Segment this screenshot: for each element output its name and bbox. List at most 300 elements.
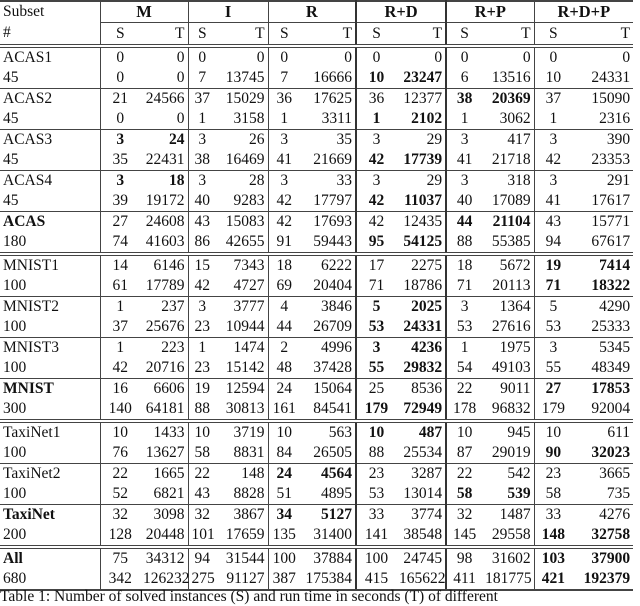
solved-cell: 16 xyxy=(100,379,140,400)
table-row xyxy=(0,130,633,151)
time-cell: 126232 xyxy=(140,569,188,590)
time-cell: 17089 xyxy=(482,191,534,212)
time-cell: 175384 xyxy=(300,569,356,590)
solved-cell: 1 xyxy=(446,338,482,359)
time-cell: 3158 xyxy=(216,109,268,130)
solved-cell: 23 xyxy=(534,464,572,485)
solved-cell: 148 xyxy=(541,526,565,543)
solved-cell: 33 xyxy=(356,505,396,526)
time-cell: 3287 xyxy=(396,464,446,485)
row-label: 45 xyxy=(0,68,100,89)
solved-cell: 24 xyxy=(268,379,300,400)
solved-cell: 87 xyxy=(456,444,473,461)
solved-cell: 0 xyxy=(268,46,300,68)
time-cell: 417 xyxy=(482,130,534,151)
solved-cell: 10 xyxy=(368,69,385,86)
table-row xyxy=(0,547,633,569)
solved-cell: 42 xyxy=(268,212,300,233)
time-cell: 9283 xyxy=(216,191,268,212)
solved-cell: 3 xyxy=(446,171,482,192)
solved-cell: 37 xyxy=(112,318,128,335)
solved-cell: 3 xyxy=(446,130,482,151)
time-cell: 41603 xyxy=(140,232,188,254)
time-cell: 29832 xyxy=(396,358,446,379)
solved-cell: 179 xyxy=(364,400,389,417)
time-cell: 26709 xyxy=(300,317,356,338)
row-label: 45 xyxy=(0,191,100,212)
solved-cell: 1 xyxy=(100,338,140,359)
time-cell: 487 xyxy=(396,421,446,443)
time-cell: 0 xyxy=(140,46,188,68)
time-cell: 30813 xyxy=(216,399,268,421)
solved-cell: 42 xyxy=(356,212,396,233)
table-row xyxy=(0,191,633,212)
row-label: ACAS3 xyxy=(0,130,100,151)
solved-cell: 36 xyxy=(356,89,396,110)
time-cell: 0 xyxy=(216,46,268,68)
solved-cell: 275 xyxy=(188,569,216,590)
solved-cell: 86 xyxy=(194,233,211,250)
time-cell: 17797 xyxy=(300,191,356,212)
time-cell: 27616 xyxy=(482,317,534,338)
row-label: MNIST xyxy=(0,379,100,400)
solved-cell: 71 xyxy=(456,277,473,294)
table-caption: Table 1: Number of solved instances (S) and run time in seconds (T) of different xyxy=(0,588,498,605)
count-header: # xyxy=(0,23,100,47)
table-row xyxy=(0,358,633,379)
solved-cell: 53 xyxy=(456,318,473,335)
time-cell: 0 xyxy=(396,46,446,68)
time-cell: 25333 xyxy=(591,318,631,335)
time-cell: 17617 xyxy=(591,192,631,209)
time-cell: 4895 xyxy=(300,484,356,505)
solved-cell: 36 xyxy=(268,89,300,110)
subheader-s: S xyxy=(460,24,469,42)
solved-cell: 0 xyxy=(446,46,482,68)
time-cell: 18322 xyxy=(591,277,631,294)
solved-cell: 75 xyxy=(100,547,140,569)
solved-cell: 3 xyxy=(356,130,396,151)
solved-cell: 1 xyxy=(188,338,216,359)
table-row xyxy=(0,109,633,130)
solved-cell: 0 xyxy=(100,46,140,68)
solved-cell: 95 xyxy=(368,233,385,250)
time-cell: 0 xyxy=(300,46,356,68)
solved-cell: 23 xyxy=(194,318,211,335)
solved-cell: 18 xyxy=(446,254,482,276)
solved-cell: 0 xyxy=(534,46,572,68)
group-header-r: R xyxy=(268,1,356,23)
time-cell: 55385 xyxy=(482,232,534,254)
time-cell: 24 xyxy=(140,130,188,151)
time-cell: 18 xyxy=(140,171,188,192)
time-cell: 13627 xyxy=(140,443,188,464)
solved-cell: 10 xyxy=(356,421,396,443)
time-cell: 5345 xyxy=(572,338,633,359)
table-row xyxy=(0,505,633,526)
row-label: 180 xyxy=(0,232,100,254)
solved-cell: 33 xyxy=(534,505,572,526)
solved-cell: 52 xyxy=(112,485,128,502)
subset-header: Subset xyxy=(0,1,100,23)
time-cell: 2102 xyxy=(396,109,446,130)
time-cell: 22431 xyxy=(140,150,188,171)
time-cell: 15029 xyxy=(216,89,268,110)
solved-cell: 88 xyxy=(368,444,385,461)
solved-cell: 0 xyxy=(188,46,216,68)
solved-cell: 1 xyxy=(372,110,381,127)
solved-cell: 38 xyxy=(194,151,211,168)
solved-cell: 10 xyxy=(545,69,562,86)
solved-cell: 10 xyxy=(534,421,572,443)
solved-cell: 100 xyxy=(356,547,396,569)
solved-cell: 10 xyxy=(100,421,140,443)
solved-cell: 37 xyxy=(188,89,216,110)
time-cell: 59443 xyxy=(300,232,356,254)
table-row xyxy=(0,254,633,276)
time-cell: 37900 xyxy=(572,547,633,569)
solved-cell: 0 xyxy=(116,110,125,127)
solved-cell: 48 xyxy=(276,359,293,376)
time-cell: 26 xyxy=(216,130,268,151)
time-cell: 32758 xyxy=(591,526,631,543)
subheader-s: S xyxy=(372,24,381,42)
time-cell: 4276 xyxy=(572,505,633,526)
time-cell: 0 xyxy=(482,46,534,68)
time-cell: 29019 xyxy=(482,443,534,464)
time-cell: 31602 xyxy=(482,547,534,569)
time-cell: 12435 xyxy=(396,212,446,233)
solved-cell: 10 xyxy=(268,421,300,443)
time-cell: 48349 xyxy=(591,359,631,376)
time-cell: 181775 xyxy=(482,569,534,590)
time-cell: 21718 xyxy=(482,150,534,171)
time-cell: 25676 xyxy=(140,317,188,338)
solved-cell: 1 xyxy=(549,110,558,127)
solved-cell: 1 xyxy=(280,110,289,127)
solved-cell: 42 xyxy=(276,192,293,209)
time-cell: 67617 xyxy=(591,233,631,250)
solved-cell: 54 xyxy=(456,359,473,376)
solved-cell: 55 xyxy=(368,359,385,376)
solved-cell: 421 xyxy=(534,569,572,590)
row-label: 45 xyxy=(0,109,100,130)
time-cell: 1364 xyxy=(482,297,534,318)
time-cell: 21669 xyxy=(300,150,356,171)
solved-cell: 32 xyxy=(446,505,482,526)
time-cell: 17789 xyxy=(140,276,188,297)
solved-cell: 178 xyxy=(452,400,477,417)
time-cell: 92004 xyxy=(591,400,631,417)
solved-cell: 55 xyxy=(545,359,562,376)
solved-cell: 61 xyxy=(112,277,128,294)
time-cell: 17739 xyxy=(396,150,446,171)
time-cell: 13014 xyxy=(396,484,446,505)
time-cell: 23353 xyxy=(591,151,631,168)
solved-cell: 43 xyxy=(188,212,216,233)
subheader-t: T xyxy=(620,24,631,42)
solved-cell: 35 xyxy=(112,151,128,168)
time-cell: 1665 xyxy=(140,464,188,485)
time-cell: 23247 xyxy=(396,68,446,89)
time-cell: 539 xyxy=(482,484,534,505)
solved-cell: 27 xyxy=(100,212,140,233)
time-cell: 3311 xyxy=(300,109,356,130)
solved-cell: 42 xyxy=(368,192,385,209)
row-label: MNIST2 xyxy=(0,297,100,318)
solved-cell: 3 xyxy=(188,171,216,192)
time-cell: 3774 xyxy=(396,505,446,526)
time-cell: 6222 xyxy=(300,254,356,276)
solved-cell: 69 xyxy=(276,277,293,294)
time-cell: 28 xyxy=(216,171,268,192)
solved-cell: 140 xyxy=(108,400,132,417)
solved-cell: 3 xyxy=(188,297,216,318)
time-cell: 4996 xyxy=(300,338,356,359)
row-label: MNIST1 xyxy=(0,254,100,276)
subheader-s: S xyxy=(197,24,207,42)
time-cell: 165622 xyxy=(396,569,446,590)
time-cell: 24608 xyxy=(140,212,188,233)
time-cell: 4727 xyxy=(216,276,268,297)
solved-cell: 41 xyxy=(456,151,473,168)
time-cell: 49103 xyxy=(482,358,534,379)
table-row xyxy=(0,464,633,485)
time-cell: 1433 xyxy=(140,421,188,443)
group-header-m: M xyxy=(100,1,188,23)
time-cell: 390 xyxy=(572,130,633,151)
solved-cell: 19 xyxy=(188,379,216,400)
solved-cell: 3 xyxy=(268,130,300,151)
time-cell: 6146 xyxy=(140,254,188,276)
solved-cell: 22 xyxy=(188,464,216,485)
time-cell: 32023 xyxy=(591,444,631,461)
row-label: ACAS4 xyxy=(0,171,100,192)
solved-cell: 98 xyxy=(446,547,482,569)
solved-cell: 51 xyxy=(276,485,293,502)
solved-cell: 41 xyxy=(276,151,293,168)
solved-cell: 415 xyxy=(356,569,396,590)
time-cell: 12377 xyxy=(396,89,446,110)
subheader-t: T xyxy=(140,23,188,47)
time-cell: 26505 xyxy=(300,443,356,464)
time-cell: 12594 xyxy=(216,379,268,400)
table-row xyxy=(0,338,633,359)
time-cell: 13516 xyxy=(482,68,534,89)
solved-cell: 3 xyxy=(268,171,300,192)
table-row xyxy=(0,89,633,110)
group-header-i: I xyxy=(188,1,268,23)
solved-cell: 34 xyxy=(268,505,300,526)
row-label: ACAS xyxy=(0,212,100,233)
table-row xyxy=(0,421,633,443)
time-cell: 2025 xyxy=(396,297,446,318)
time-cell: 4290 xyxy=(572,297,633,318)
table-row xyxy=(0,150,633,171)
time-cell: 3846 xyxy=(300,297,356,318)
subheader-t: T xyxy=(300,23,356,47)
solved-cell: 76 xyxy=(112,444,128,461)
solved-cell: 37 xyxy=(534,89,572,110)
time-cell: 8831 xyxy=(216,443,268,464)
time-cell: 7414 xyxy=(572,254,633,276)
table-row xyxy=(0,212,633,233)
row-label: ACAS1 xyxy=(0,46,100,68)
group-header-rd: R+D xyxy=(356,1,446,23)
time-cell: 16666 xyxy=(300,68,356,89)
time-cell: 20404 xyxy=(300,276,356,297)
solved-cell: 7 xyxy=(280,69,289,86)
row-label: 680 xyxy=(0,569,100,590)
time-cell: 0 xyxy=(140,68,188,89)
time-cell: 17693 xyxy=(300,212,356,233)
time-cell: 15064 xyxy=(300,379,356,400)
solved-cell: 53 xyxy=(368,485,385,502)
time-cell: 8536 xyxy=(396,379,446,400)
solved-cell: 3 xyxy=(356,171,396,192)
subheader-s: S xyxy=(549,24,558,42)
solved-cell: 42 xyxy=(194,277,211,294)
time-cell: 20369 xyxy=(482,89,534,110)
time-cell: 318 xyxy=(482,171,534,192)
time-cell: 3062 xyxy=(482,109,534,130)
time-cell: 1975 xyxy=(482,338,534,359)
group-header-rdp: R+D+P xyxy=(534,1,633,23)
row-label: TaxiNet xyxy=(0,505,100,526)
row-label: 200 xyxy=(0,525,100,547)
solved-cell: 40 xyxy=(194,192,211,209)
header-row-sub xyxy=(0,23,633,47)
time-cell: 37884 xyxy=(300,547,356,569)
solved-cell: 91 xyxy=(276,233,293,250)
table-row xyxy=(0,525,633,547)
solved-cell: 58 xyxy=(545,485,562,502)
solved-cell: 179 xyxy=(541,400,565,417)
row-label: MNIST3 xyxy=(0,338,100,359)
table-row xyxy=(0,68,633,89)
row-label: 100 xyxy=(0,443,100,464)
solved-cell: 7 xyxy=(198,69,207,86)
time-cell: 64181 xyxy=(140,399,188,421)
time-cell: 8828 xyxy=(216,484,268,505)
solved-cell: 44 xyxy=(446,212,482,233)
solved-cell: 18 xyxy=(268,254,300,276)
solved-cell: 101 xyxy=(191,526,215,543)
time-cell: 3719 xyxy=(216,421,268,443)
time-cell: 33 xyxy=(300,171,356,192)
time-cell: 84541 xyxy=(300,399,356,421)
solved-cell: 161 xyxy=(272,400,296,417)
solved-cell: 23 xyxy=(194,359,211,376)
solved-cell: 0 xyxy=(116,69,125,86)
header-row-groups xyxy=(0,1,633,23)
time-cell: 25534 xyxy=(396,443,446,464)
solved-cell: 42 xyxy=(368,151,385,168)
solved-cell: 14 xyxy=(100,254,140,276)
time-cell: 20113 xyxy=(482,276,534,297)
solved-cell: 39 xyxy=(112,192,128,209)
solved-cell: 5 xyxy=(534,297,572,318)
table-row xyxy=(0,399,633,421)
time-cell: 4564 xyxy=(300,464,356,485)
time-cell: 17853 xyxy=(572,379,633,400)
solved-cell: 141 xyxy=(364,526,389,543)
time-cell: 18786 xyxy=(396,276,446,297)
solved-cell: 71 xyxy=(368,277,385,294)
solved-cell: 100 xyxy=(268,547,300,569)
solved-cell: 74 xyxy=(112,233,128,250)
row-label: 300 xyxy=(0,399,100,421)
solved-cell: 3 xyxy=(446,297,482,318)
solved-cell: 19 xyxy=(534,254,572,276)
solved-cell: 145 xyxy=(452,526,477,543)
time-cell: 19172 xyxy=(140,191,188,212)
solved-cell: 58 xyxy=(456,485,473,502)
time-cell: 17625 xyxy=(300,89,356,110)
time-cell: 2275 xyxy=(396,254,446,276)
solved-cell: 3 xyxy=(100,171,140,192)
time-cell: 20716 xyxy=(140,358,188,379)
row-label: 100 xyxy=(0,484,100,505)
solved-cell: 84 xyxy=(276,444,293,461)
time-cell: 3777 xyxy=(216,297,268,318)
solved-cell: 40 xyxy=(456,192,473,209)
solved-cell: 53 xyxy=(368,318,385,335)
solved-cell: 342 xyxy=(100,569,140,590)
time-cell: 72949 xyxy=(396,399,446,421)
table-row xyxy=(0,297,633,318)
solved-cell: 44 xyxy=(276,318,293,335)
time-cell: 3665 xyxy=(572,464,633,485)
solved-cell: 5 xyxy=(356,297,396,318)
time-cell: 3098 xyxy=(140,505,188,526)
time-cell: 96832 xyxy=(482,399,534,421)
solved-cell: 94 xyxy=(188,547,216,569)
solved-cell: 15 xyxy=(188,254,216,276)
time-cell: 5127 xyxy=(300,505,356,526)
solved-cell: 58 xyxy=(194,444,211,461)
time-cell: 42655 xyxy=(216,232,268,254)
time-cell: 38548 xyxy=(396,525,446,547)
time-cell: 2316 xyxy=(599,110,631,127)
solved-cell: 411 xyxy=(446,569,482,590)
time-cell: 735 xyxy=(606,485,631,502)
table-row xyxy=(0,317,633,338)
time-cell: 13745 xyxy=(216,68,268,89)
time-cell: 11037 xyxy=(396,191,446,212)
solved-cell: 23 xyxy=(356,464,396,485)
solved-cell: 22 xyxy=(100,464,140,485)
time-cell: 6821 xyxy=(140,484,188,505)
subheader-t: T xyxy=(396,23,446,47)
solved-cell: 42 xyxy=(112,359,128,376)
time-cell: 1474 xyxy=(216,338,268,359)
solved-cell: 38 xyxy=(446,89,482,110)
solved-cell: 42 xyxy=(545,151,562,168)
solved-cell: 22 xyxy=(446,464,482,485)
solved-cell: 25 xyxy=(356,379,396,400)
row-label: ACAS2 xyxy=(0,89,100,110)
time-cell: 0 xyxy=(140,109,188,130)
solved-cell: 27 xyxy=(534,379,572,400)
time-cell: 29558 xyxy=(482,525,534,547)
solved-cell: 90 xyxy=(545,444,562,461)
time-cell: 3867 xyxy=(216,505,268,526)
time-cell: 148 xyxy=(216,464,268,485)
solved-cell: 1 xyxy=(460,110,469,127)
solved-cell: 32 xyxy=(188,505,216,526)
time-cell: 15771 xyxy=(572,212,633,233)
